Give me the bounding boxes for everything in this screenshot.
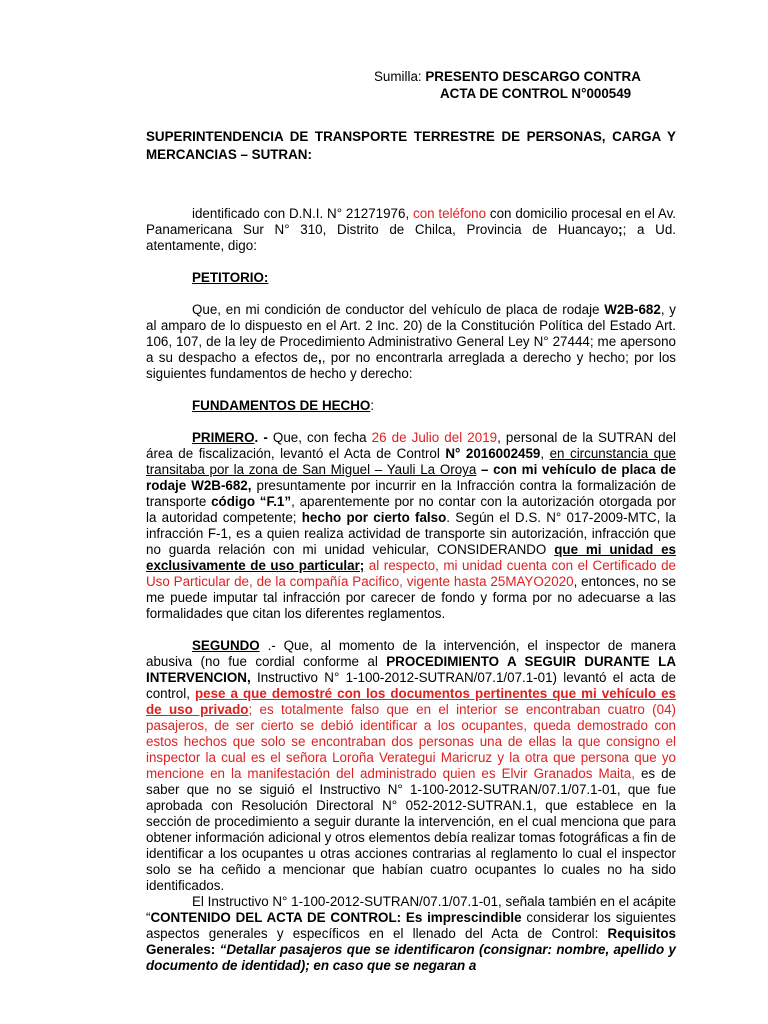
fundamentos-heading-text: FUNDAMENTOS DE HECHO	[192, 398, 371, 413]
primero-text-c: ,	[540, 446, 550, 461]
intro-text-c: ; a Ud. atentamente, digo:	[146, 222, 676, 253]
segundo-paragraph	[146, 638, 676, 894]
primero-text-a: Que, con fecha	[267, 430, 372, 445]
primero-vehicle: – con mi vehículo de placa de rodaje W2B-682,	[146, 462, 676, 493]
segundo-text-c: es de saber que no se siguió el Instructivo N° 1-100-2012-SUTRAN/07.1/07.1-01, que fue aprobada con Resolución Directoral N° 052-2012-SUTRAN.1, que establece en la sección de procedimiento a seguir durante la intervención, en el cual menciona que para obtener información adicional y otros elementos debía realizar tomas fotográficas a fin de identificar a los ocupantes u otras acciones contrarias al reglamento lo cual el inspector solo se ha ceñido a mencionar que habían cuatro ocupantes lo cuales no ha sido identificados.	[146, 766, 676, 893]
primero-certificado: al respecto, mi unidad cuenta con el Certificado de Uso Particular de, de la compañía Pacifico, vigente hasta 25MAYO2020	[146, 558, 676, 589]
fundamentos-heading	[146, 398, 676, 414]
intro-phone: con teléfono	[413, 206, 487, 221]
petitorio-text-b: , y al amparo de lo dispuesto en el Art. 2 Inc. 20) de la Constitución Política del Estado Art. 106, 107, de la ley de Procedimiento Administrativo General Ley N° 27444; me apersono a su despacho a efectos de	[146, 302, 676, 365]
sumilla-title-2: ACTA DE CONTROL N°000549	[440, 86, 632, 101]
petitorio-text-c: , por no encontrarla arreglada a derecho y hecho; por los siguientes fundamentos de hecho y derecho:	[146, 350, 677, 381]
intro-text-b: con domicilio procesal en el Av. Panamericana Sur N° 310, Distrito de Chilca, Provincia de Huancayo	[146, 206, 677, 237]
primero-codigo: código “F.1”	[211, 494, 292, 509]
primero-circumstance: en circunstancia que transitaba por la zona de San Miguel – Yauli La Oroya	[146, 446, 677, 477]
primero-text-f: , aparentemente por no contar con la autorización otorgada por la autoridad competente;	[146, 494, 677, 525]
primero-uso-particular: que mi unidad es exclusivamente de uso particular;	[146, 542, 677, 573]
segundo-procedimiento: PROCEDIMIENTO A SEGUIR DURANTE LA INTERVENCION,	[146, 654, 676, 685]
primero-text-g: . Según el D.S. N° 017-2009-MTC, la infracción F-1, es a quien realiza actividad de transporte sin autorización, infracción que no guarda relación con mi unidad vehicular, CONSIDERANDO	[146, 510, 676, 557]
primero-text-b: , personal de la SUTRAN del área de fiscalización, levantó el Acta de Control	[146, 430, 676, 461]
petitorio-paragraph: Que, en mi condición de conductor del vehículo de placa de rodaje W2B-682, y al amparo de lo dispuesto en el Art. 2 Inc. 20) de la Constitución Política del Estado Art. 106, 107, de la ley de Procedimiento Administrativo General Ley N° 27444; me apersono a su despacho a efectos de,, por no encontrarla arreglada a derecho y hecho; por los siguientes fundamentos de hecho y derecho:	[146, 302, 677, 381]
instructivo-text-a: El Instructivo N° 1-100-2012-SUTRAN/07.1/07.1-01, señala también en el acápite “	[146, 894, 676, 925]
intro-paragraph: identificado con D.N.I. N° 21271976, con teléfono con domicilio procesal en el Av. Panamericana Sur N° 310, Distrito de Chilca, Provincia de Huancayo;; a Ud. atentamente, digo:	[146, 206, 677, 253]
segundo-text-a: Que, al momento de la intervención, el inspector de manera abusiva (no fue cordial conforme al	[146, 638, 676, 669]
addressee: SUPERINTENDENCIA DE TRANSPORTE TERRESTRE DE PERSONAS, CARGA Y MERCANCIAS – SUTRAN:	[146, 129, 676, 162]
segundo-red-text: ; es totalmente falso que en el interior se encontraban cuatro (04) pasajeros, de ser cierto se debió identificar a los ocupantes, queda demostrado con estos hechos que solo se encontraban dos personas una de ellas la que consigno el inspector la cual es el señora Loroña Verategui Maricruz y la otra que persona que yo mencione en la manifestación del administrado quien es Elvir Granados Maita,	[146, 702, 676, 781]
primero-label: PRIMERO	[192, 430, 255, 445]
primero-date: 26 de Julio del 2019	[371, 430, 498, 445]
petitorio-placa: W2B-682	[604, 302, 661, 317]
instructivo-requisitos: Requisitos Generales:	[146, 926, 676, 957]
segundo-text-b: Instructivo N° 1-100-2012-SUTRAN/07.1/07.1-01) levantó el acta de control,	[146, 670, 676, 701]
instructivo-text-b: considerar los siguientes aspectos generales y específicos en el llenado del Acta de Control:	[146, 910, 676, 941]
instructivo-paragraph	[146, 894, 676, 974]
sumilla	[374, 68, 641, 102]
segundo-pese: pese a que demostré con los documentos pertinentes que mi vehículo es de uso privado	[146, 686, 676, 717]
primero-paragraph	[146, 430, 676, 622]
fundamentos-colon: :	[370, 398, 375, 413]
sumilla-title-1: PRESENTO DESCARGO CONTRA	[425, 69, 641, 84]
segundo-label: SEGUNDO	[192, 638, 260, 653]
primero-text-h: , entonces, no se me puede imputar tal infracción por carecer de fondo y forma por no adecuarse a las formalidades que citan los diferentes reglamentos.	[146, 574, 676, 621]
petitorio-heading: PETITORIO:	[192, 270, 269, 285]
primero-acta-number: N° 2016002459	[445, 446, 541, 461]
segundo-dot: .-	[259, 638, 276, 653]
primero-text-e: presuntamente por incurrir en la Infracción contra la formalización de transporte	[146, 478, 677, 509]
instructivo-quote: “Detallar pasajeros que se identificaron (consignar: nombre, apellido y documento de identidad); en caso que se negaran a	[146, 942, 676, 973]
primero-falso: hecho por cierto falso	[301, 510, 447, 525]
primero-dot: . -	[254, 430, 268, 445]
petitorio-text-a: Que, en mi condición de conductor del vehículo de placa de rodaje	[192, 302, 605, 317]
document-body	[146, 206, 676, 990]
instructivo-contenido: CONTENIDO DEL ACTA DE CONTROL: Es imprescindible	[150, 910, 522, 925]
intro-text-a: identificado con D.N.I. N° 21271976,	[192, 206, 413, 221]
sumilla-label: Sumilla:	[374, 69, 422, 84]
sumilla-line-1	[374, 68, 641, 85]
